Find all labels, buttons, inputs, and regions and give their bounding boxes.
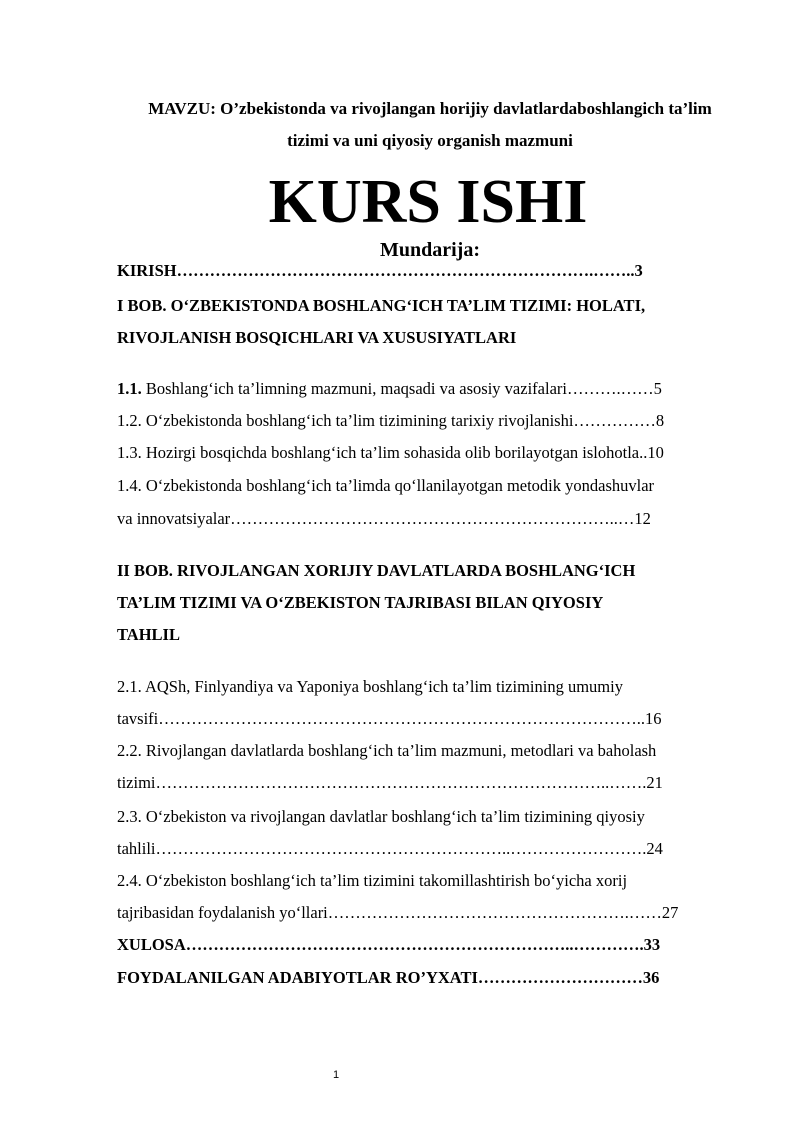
toc-chapter-2-line-3: TAHLIL <box>117 625 180 644</box>
toc-chapter-1-line-2: RIVOJLANISH BOSQICHLARI VA XUSUSIYATLARI <box>117 328 517 347</box>
topic-line-2: tizimi va uni qiyosiy organish mazmuni <box>287 131 573 150</box>
toc-entry-2-2-line-1: 2.2. Rivojlangan davlatlarda boshlang‘ich ta’lim mazmuni, metodlari va baholash <box>117 741 657 760</box>
toc-entry-1-4-line-2: va innovatsiyalar……………………………………………………………..…12 <box>117 509 651 528</box>
toc-chapter-2-line-1: II BOB. RIVOJLANGAN XORIJIY DAVLATLARDA BOSHLANG‘ICH <box>117 561 636 580</box>
toc-entry-1-1 <box>117 377 662 401</box>
contents-heading: Mundarija: <box>380 239 480 261</box>
topic-heading <box>100 93 760 157</box>
toc-entry-1-4-line-1: 1.4. O‘zbekistonda boshlang‘ich ta’limda qo‘llanilayotgan metodik yondashuvlar <box>117 476 655 495</box>
toc-entry-2-2-line-2: tizimi………………………………………………………………………..…….21 <box>117 773 663 792</box>
toc-entry-2-1-line-2: tavsifi……………………………………………………………………………..16 <box>117 709 662 728</box>
document-title: KURS ISHI <box>268 168 588 236</box>
toc-entry-1-2: 1.2. O‘zbekistonda boshlang‘ich ta’lim tizimining tarixiy rivojlanishi……………8 <box>117 411 665 430</box>
toc-entry-1-1-text: Boshlang‘ich ta’limning mazmuni, maqsadi va asosiy vazifalari……….……5 <box>141 379 662 398</box>
toc-chapter-1-line-1: I BOB. O‘ZBEKISTONDA BOSHLANG‘ICH TA’LIM TIZIMI: HOLATI, <box>117 296 646 315</box>
toc-entry-2-4-line-1: 2.4. O‘zbekiston boshlang‘ich ta’lim tizimini takomillashtirish bo‘yicha xorij <box>117 871 628 890</box>
toc-entry-2-3-line-2: tahlili………………………………………………………..…………………….24 <box>117 839 663 858</box>
toc-entry-adabiyotlar: FOYDALANILGAN ADABIYOTLAR RO’YXATI…………………………36 <box>117 968 660 987</box>
topic-line-1: MAVZU: O’zbekistonda va rivojlangan horijiy davlatlardaboshlangich ta’lim <box>148 99 712 118</box>
toc-entry-kirish: KIRISH………………………………………………………………….……..3 <box>117 261 643 280</box>
toc-entry-2-1-line-1: 2.1. AQSh, Finlyandiya va Yaponiya boshlang‘ich ta’lim tizimining umumiy <box>117 677 623 696</box>
page-number: 1 <box>332 1069 340 1081</box>
toc-entry-1-3: 1.3. Hozirgi bosqichda boshlang‘ich ta’lim sohasida olib borilayotgan islohotla..10 <box>117 443 664 462</box>
toc-entry-1-1-number: 1.1. <box>117 379 142 398</box>
toc-chapter-2-line-2: TA’LIM TIZIMI VA O‘ZBEKISTON TAJRIBASI BILAN QIYOSIY <box>117 593 604 612</box>
toc-entry-2-4-line-2: tajribasidan foydalanish yo‘llari……………………………………………….……27 <box>117 903 679 922</box>
toc-entry-2-3-line-1: 2.3. O‘zbekiston va rivojlangan davlatlar boshlang‘ich ta’lim tizimining qiyosiy <box>117 807 645 826</box>
toc-entry-xulosa: XULOSA……………………………………………………………..………….33 <box>117 935 661 954</box>
